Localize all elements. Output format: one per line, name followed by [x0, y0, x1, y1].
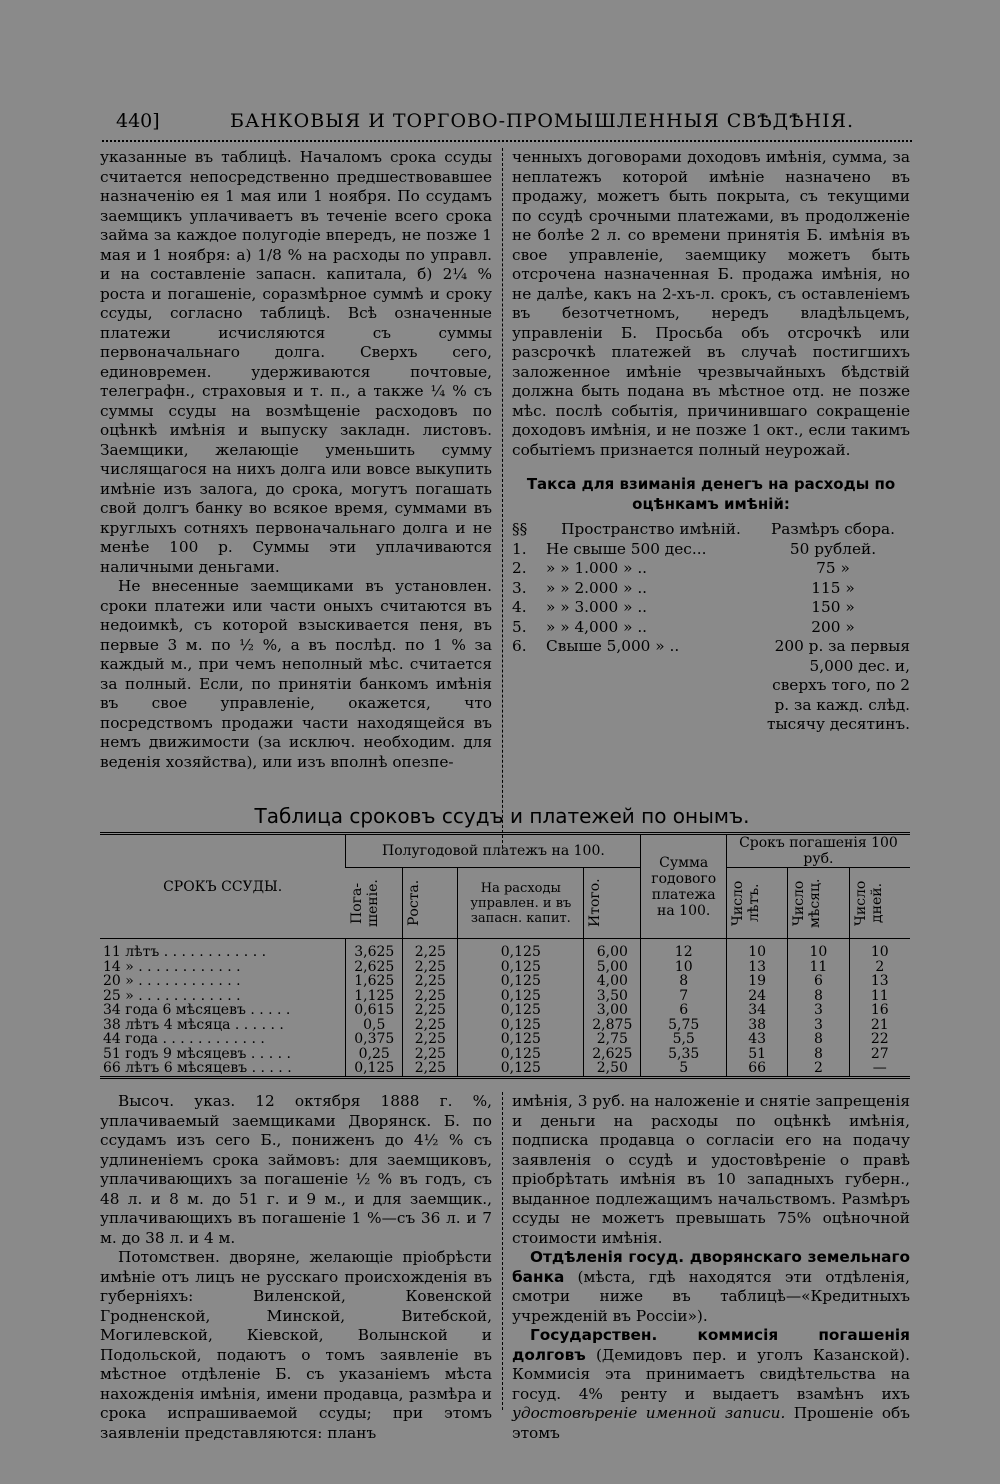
table-cell: 13 [849, 974, 910, 989]
fee-row: 6. Свыше 5,000 » .. 200 р. за первыя 5,000 дес. и, сверхъ того, по 2 р. за кажд. слѣд. тысячу десятинъ. [512, 637, 910, 733]
table-cell: 5 [641, 1061, 726, 1077]
fee-row: 2. » » 1.000 » .. 75 » [512, 559, 850, 577]
table-cell: 66 лѣтъ 6 мѣсяцевъ . . . . . [100, 1061, 346, 1077]
fee-table [512, 520, 910, 735]
table-cell: 11 лѣтъ . . . . . . . . . . . . [103, 944, 267, 960]
table-cell: 19 [726, 974, 787, 989]
table-cell: 16 [849, 1003, 910, 1018]
fee-row: 3. » » 2.000 » .. 115 » [512, 578, 855, 597]
table-cell: 2,25 [403, 974, 458, 989]
table-cell: 6 [788, 974, 849, 989]
table-row [100, 1018, 910, 1033]
table-cell: 2,875 [584, 1018, 641, 1033]
table-cell: 11 [788, 960, 849, 975]
table-cell: 27 [849, 1047, 910, 1062]
table-cell: 5,35 [641, 1047, 726, 1062]
fee-row: 1. Не свыше 500 дес... 50 рублей. [512, 539, 877, 558]
paragraph: указанные въ таблицѣ. Началомъ срока ссуды считается непосредственно предшествовавшее назначенію ея 1 мая или 1 ноября. По ссудамъ заемщикъ уплачиваетъ въ теченіе всего срока займа за каждое полугодіе впередъ, не позже 1 мая и 1 ноября: а) 1/8 % на расходы по управл. и на составленіе запасн. капитала, б) 2¼ % роста и погашеніе, соразмѣрное суммѣ и сроку ссуды, согласно таблицѣ. Всѣ означенные платежи исчисляются съ суммы первоначальнаго долга. Сверхъ сего, единовремен. удерживаются почтовые, телеграфн., страховыя и т. п., а также ¼ % съ суммы ссуды на возмѣщеніе расходовъ по оцѣнкѣ имѣнія и выпуску закладн. листовъ. Заемщики, желающіе уменьшить сумму числящагося на нихъ долга или вовсе выкупить имѣніе изъ залога, до срока, могутъ погашать свой долгъ банку во всякое время, суммами въ круглыхъ сотняхъ первоначальнаго долга и не менѣе 100 р. Суммы эти уплачиваются наличными деньгами. [100, 148, 492, 576]
col-itogo: Итого. [587, 878, 604, 928]
page-header [92, 100, 912, 140]
col-expenses: На расходы управлен. и въ запасн. капит. [458, 868, 584, 939]
running-title: БАНКОВЫЯ И ТОРГОВО-ПРОМЫШЛЕННЫЯ СВѢДѢНІЯ. [230, 110, 855, 132]
table-row [100, 939, 910, 960]
col-days: Число дней. [852, 880, 885, 926]
col-annual: Сумма годового платежа на 100. [641, 834, 726, 939]
table-cell: 14 » . . . . . . . . . . . . [103, 958, 241, 975]
table-row [100, 1047, 910, 1062]
table-cell: 2,25 [403, 1047, 458, 1062]
table-cell: 3 [788, 1003, 849, 1018]
table-cell: 2,625 [346, 960, 403, 975]
table-cell: 2,25 [403, 1018, 458, 1033]
table-cell: 0,125 [458, 989, 584, 1004]
table-cell: 10 [788, 939, 849, 960]
table-cell: 0,125 [346, 1061, 403, 1077]
table-cell: 43 [726, 1032, 787, 1047]
table-cell: 0,125 [458, 1047, 584, 1062]
table-cell: 2,50 [584, 1061, 641, 1077]
table-cell: 38 [726, 1018, 787, 1033]
fee-table-header: §§ Пространство имѣній. Размѣръ сбора. [512, 520, 896, 538]
table-cell: 0,125 [458, 1061, 584, 1077]
table-cell: 24 [726, 989, 787, 1004]
table-cell: 0,125 [458, 974, 584, 989]
column-divider [502, 148, 503, 848]
table-row [100, 1061, 910, 1077]
table-cell: 0,615 [346, 1003, 403, 1018]
table-cell: 3,625 [346, 939, 403, 960]
heading-inline: Отдѣленія госуд. дворянскаго земельнаго банка [512, 1248, 910, 1286]
table-cell: 3,00 [584, 1003, 641, 1018]
fee-row: 5. » » 4,000 » .. 200 » [512, 617, 855, 636]
table-cell: 2,25 [403, 960, 458, 975]
table-cell: 51 годъ 9 мѣсяцевъ . . . . . [103, 1045, 291, 1062]
column-divider [502, 1092, 503, 1410]
col-half-year: Полугодовой платежъ на 100. [346, 834, 641, 868]
table-row [100, 1003, 910, 1018]
table-row [100, 974, 910, 989]
table-cell: 3 [788, 1018, 849, 1033]
table-cell: 0,375 [346, 1032, 403, 1047]
table-cell: 2,25 [403, 1003, 458, 1018]
table-cell: 8 [788, 1032, 849, 1047]
table-cell: 3,50 [584, 989, 641, 1004]
table-cell: 5,75 [641, 1018, 726, 1033]
paragraph: Не внесенные заемщиками въ установлен. сроки платежи или части оныхъ считаются въ недоимкѣ, съ которой взыскивается пеня, въ первые 3 м. по ½ %, а въ послѣд. по 1 % за каждый м., при чемъ неполный мѣс. считается за полный. Если, по принятіи банкомъ имѣнія въ свое управленіе, окажется, что посредствомъ продажи части находящейся въ немъ движимости (за исключ. необходим. для веденія хозяйства), или изъ вполнѣ опезпе- [100, 577, 492, 771]
table-cell: 2,25 [403, 989, 458, 1004]
fee-row: 4. » » 3.000 » .. 150 » [512, 598, 855, 616]
table-cell: 5,5 [641, 1032, 726, 1047]
bottom-right-column [512, 1092, 910, 1443]
table-cell: 0,125 [458, 960, 584, 975]
table-cell: 7 [641, 989, 726, 1004]
col-rost: Роста. [406, 879, 423, 927]
table-cell: 0,125 [458, 1003, 584, 1018]
table-cell: 4,00 [584, 974, 641, 989]
table-cell: 2,625 [584, 1047, 641, 1062]
table-cell: 12 [641, 939, 726, 960]
fee-table-title: Такса для взиманія денегъ на расходы по оцѣнкамъ имѣній: [526, 475, 896, 513]
document-page [92, 92, 912, 1472]
table-cell: 22 [849, 1032, 910, 1047]
table-cell: 2,75 [584, 1032, 641, 1047]
table-row [100, 960, 910, 975]
table-cell: 5,00 [584, 960, 641, 975]
table-cell: 0,125 [458, 939, 584, 960]
table-cell: 25 » . . . . . . . . . . . . [103, 987, 241, 1004]
table-row [100, 1032, 910, 1047]
table-cell: 6,00 [584, 939, 641, 960]
table-cell: 21 [849, 1018, 910, 1033]
table-cell: 38 лѣтъ 4 мѣсяца . . . . . . [103, 1016, 284, 1033]
table-cell: 51 [726, 1047, 787, 1062]
table-cell: 0,125 [458, 1018, 584, 1033]
col-period: Срокъ погашенія 100 руб. [726, 834, 910, 868]
table-cell: 2 [849, 960, 910, 975]
table-cell: 8 [641, 974, 726, 989]
heading-inline: Государствен. коммисія погашенія долговъ [512, 1326, 910, 1364]
paragraph: ченныхъ договорами доходовъ имѣнія, сумма, за неплатежъ которой имѣніе назначено въ продажу, можетъ быть покрыта, съ текущими по ссудѣ срочными платежами, въ продолженіе не болѣе 2 л. со времени принятія Б. имѣнія въ свое управленіе, заемщику можетъ быть отсрочена назначенная Б. продажа имѣнія, но не далѣе, какъ на 2-хъ-л. срокъ, съ оставленіемъ въ безотчетномъ, нередъ владѣльцемъ, управленіи Б. Просьба объ отсрочкѣ или разсрочкѣ платежей въ случаѣ постигшихъ заложенное имѣніе чрезвычайныхъ бѣдствій должна быть подана въ мѣстное отд. не позже мѣс. послѣ событія, причинившаго сокращеніе доходовъ имѣнія, и не позже 1 окт., если такимъ событіемъ признается полный неурожай. [512, 148, 910, 459]
col-pog: Пога-шеніе. [348, 879, 381, 927]
paragraph: Высоч. указ. 12 октября 1888 г. %, уплачиваемый заемщиками Дворянск. Б. по ссудамъ изъ сего Б., пониженъ до 4½ % съ удлиненіемъ срока займовъ: для заемщиковъ, уплачивающихъ за погашеніе ½ % въ годъ, съ 48 л. и 8 м. до 51 г. и 9 м., и для заемщик., уплачивающихъ въ погашеніе 1 %—съ 36 л. и 7 м. до 38 л. и 4 м. [100, 1092, 492, 1247]
table-cell: 8 [788, 989, 849, 1004]
paragraph: Отдѣленія госуд. дворянскаго земельнаго банка (мѣста, гдѣ находятся эти отдѣленія, смотри ниже въ таблицѣ—«Кредитныхъ учрежденій въ Россіи»). [512, 1248, 910, 1325]
left-column [100, 148, 492, 772]
col-years: Число лѣтъ. [729, 880, 762, 926]
table-cell: 44 года . . . . . . . . . . . . [103, 1031, 265, 1047]
table-cell: 0,5 [346, 1018, 403, 1033]
table-cell: 2,25 [403, 939, 458, 960]
table-cell: 0,25 [346, 1047, 403, 1062]
paragraph: Потомствен. дворяне, желающіе пріобрѣсти имѣніе отъ лицъ не русскаго происхожденія въ губерніяхъ: Виленской, Ковенской Гродненской, Минской, Витебской, Могилевской, Кіевской, Волынской и Подольской, подаютъ о томъ заявленіе въ мѣстное отдѣленіе Б. съ указаніемъ мѣста нахожденія имѣнія, имени продавца, размѣра и срока испрашиваемой ссуды; при этомъ заявленіи представляются: планъ [100, 1248, 492, 1442]
table-cell: 66 [726, 1061, 787, 1077]
table-cell: 2 [788, 1061, 849, 1077]
table-cell: 13 [726, 960, 787, 975]
table-cell: — [849, 1061, 910, 1077]
table-cell: 1,625 [346, 974, 403, 989]
table-cell: 10 [849, 939, 910, 960]
table-row [100, 989, 910, 1004]
table-cell: 11 [849, 989, 910, 1004]
paragraph: Государствен. коммисія погашенія долговъ (Демидовъ пер. и уголъ Казанской). Коммисія эта принимаетъ свидѣтельства на госуд. 4% ренту и выдаетъ взамѣнъ ихъ удостовѣреніе именной записи. Прошеніе объ этомъ [512, 1326, 910, 1442]
loan-table-title: Таблица сроковъ ссудъ и платежей по онымъ. [254, 804, 750, 828]
table-cell: 10 [726, 939, 787, 960]
loan-terms-table [100, 832, 910, 1079]
col-term: СРОКЪ ССУДЫ. [100, 834, 346, 939]
table-cell: 2,25 [403, 1032, 458, 1047]
table-cell: 1,125 [346, 989, 403, 1004]
right-column [512, 148, 910, 735]
table-cell: 20 » . . . . . . . . . . . . [103, 973, 241, 989]
bottom-left-column [100, 1092, 492, 1443]
table-cell: 10 [641, 960, 726, 975]
page-number: 440] [116, 110, 160, 132]
table-cell: 34 года 6 мѣсяцевъ . . . . . [103, 1002, 291, 1018]
table-cell: 2,25 [403, 1061, 458, 1077]
paragraph: имѣнія, 3 руб. на наложеніе и снятіе запрещенія и деньги на расходы по оцѣнкѣ имѣнія, подписка продавца о согласіи его на подачу заявленія о ссудѣ и удостовѣреніе о правѣ пріобрѣтать имѣнія въ 10 западныхъ губерн., выданное подлежащимъ начальствомъ. Размѣръ ссуды не можетъ превышать 75% оцѣночной стоимости имѣнія. [512, 1092, 910, 1247]
table-cell: 34 [726, 1003, 787, 1018]
col-months: Число мѣсяц. [791, 878, 824, 928]
table-cell: 8 [788, 1047, 849, 1062]
table-cell: 6 [641, 1003, 726, 1018]
table-cell: 0,125 [458, 1032, 584, 1047]
